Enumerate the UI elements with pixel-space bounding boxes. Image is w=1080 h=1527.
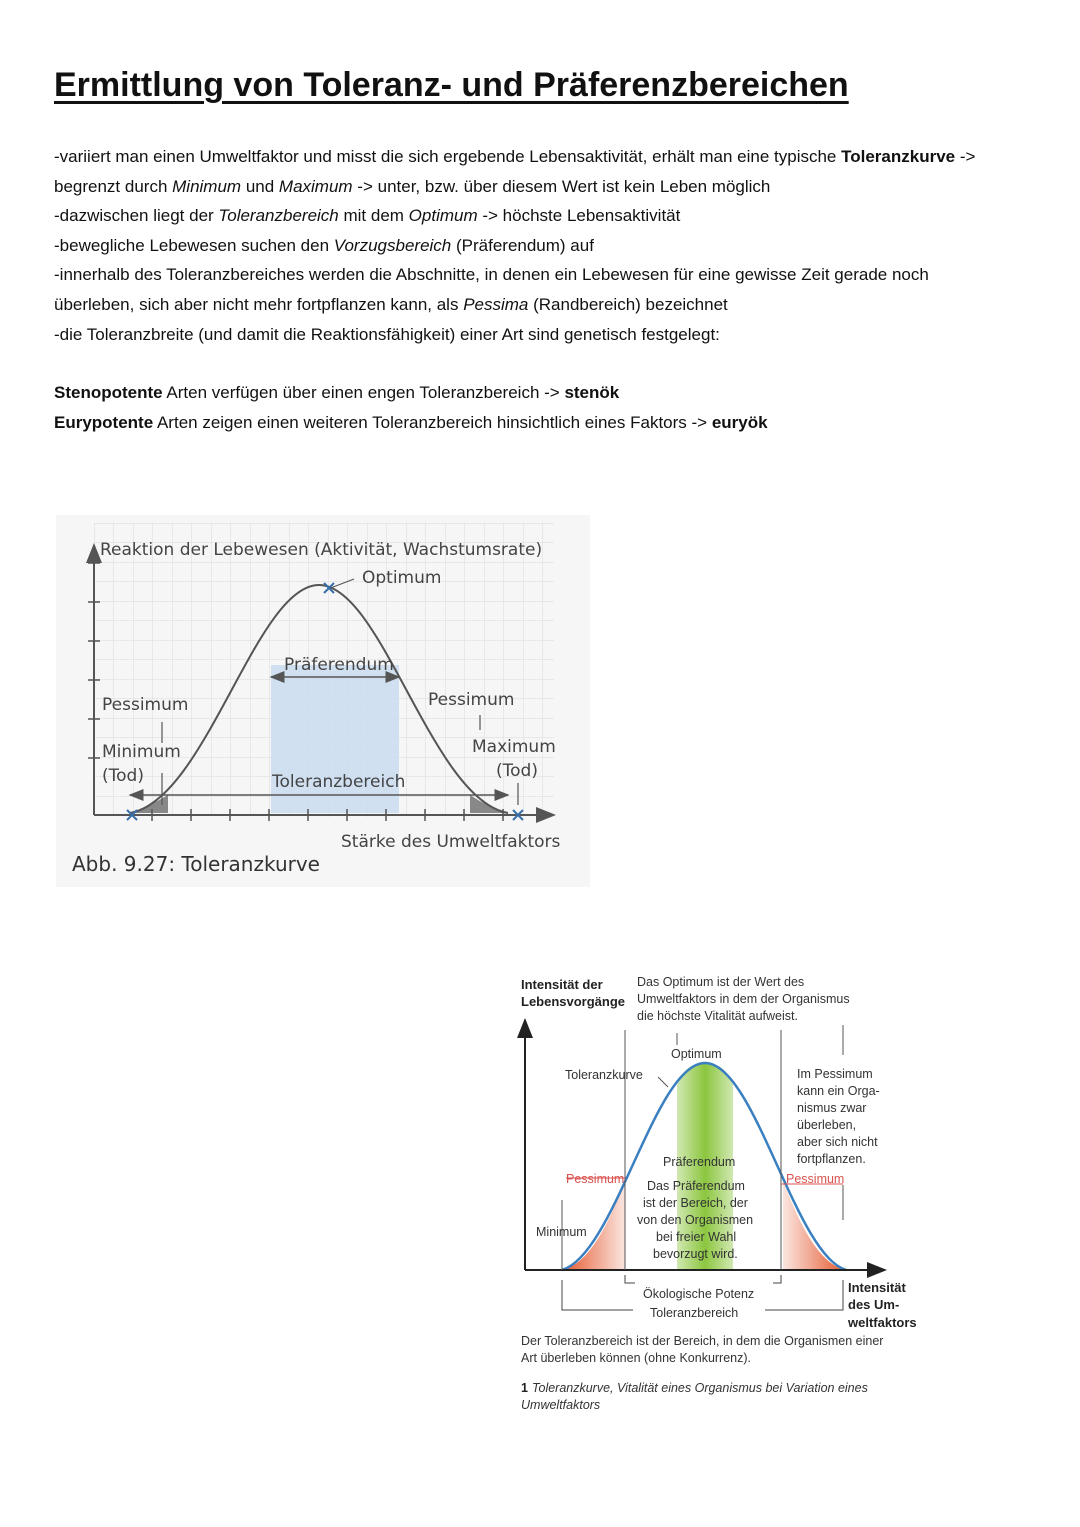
tolerance-curve-svg (56, 515, 590, 887)
intro-paragraph (54, 142, 1044, 349)
preferendum-note-line4: bei freier Wahl (656, 1230, 737, 1244)
minimum-label: Minimum (536, 1225, 587, 1239)
y-axis-label-line1: Intensität der (521, 977, 603, 992)
caption-number: 1 (521, 1381, 528, 1395)
x-axis-label-line1: Intensität (848, 1280, 906, 1295)
caption-line2: Umweltfaktors (521, 1398, 601, 1412)
pessimum-right-label: Pessimum (786, 1172, 845, 1186)
stenopotent-definition: Stenopotente Arten verfügen über einen engen Toleranzbereich -> stenök (54, 383, 620, 402)
text-line: begrenzt durch Minimum und Maximum -> unter, bzw. über diesem Wert ist kein Leben möglich (54, 176, 771, 196)
tod-right-label: (Tod) (496, 761, 538, 781)
preferendum-note-line3: von den Organismen (637, 1213, 754, 1227)
page-title: Ermittlung von Toleranz- und Präferenzbereichen (54, 66, 849, 104)
pessimum-note-line3: nismus zwar (797, 1101, 867, 1115)
pessimum-left-label: Pessimum (566, 1172, 625, 1186)
caption-line1: Toleranzkurve, Vitalität eines Organismus bei Variation eines (532, 1381, 868, 1395)
text-line: -bewegliche Lebewesen suchen den Vorzugsbereich (Präferendum) auf (54, 235, 594, 255)
optimum-label: Optimum (362, 568, 442, 588)
y-axis-label: Reaktion der Lebewesen (Aktivität, Wachstumsrate) (100, 540, 543, 560)
preferendum-note-line2: ist der Bereich, der (643, 1196, 748, 1210)
pessimum-left-label: Pessimum (102, 695, 189, 715)
x-axis-label-line2: des Um- (848, 1297, 900, 1312)
preferendum-note-line1: Das Präferendum (647, 1179, 745, 1193)
minimum-label: Minimum (102, 742, 181, 762)
x-axis-label-line3: weltfaktors (848, 1315, 917, 1330)
optimum-note-line3: die höchste Vitalität aufweist. (637, 1009, 798, 1023)
vitality-curve-svg (505, 965, 930, 1420)
optimum-note-line1: Das Optimum ist der Wert des (637, 975, 805, 989)
optimum-label: Optimum (671, 1047, 722, 1061)
text-line: -innerhalb des Toleranzbereiches werden die Abschnitte, in denen ein Lebewesen für eine gewisse Zeit gerade noch (54, 265, 929, 285)
oekologische-potenz-label: Ökologische Potenz (643, 1287, 755, 1301)
x-axis-label: Stärke des Umweltfaktors (341, 832, 561, 852)
toleranzbereich-note-line2: Art überleben können (ohne Konkurrenz). (521, 1351, 752, 1365)
pessimum-note-line1: Im Pessimum (797, 1067, 873, 1081)
text-line: überleben, sich aber nicht mehr fortpflanzen kann, als Pessima (Randbereich) bezeichnet (54, 294, 728, 314)
tolerance-curve-figure (56, 515, 590, 887)
text-line: -variiert man einen Umweltfaktor und misst die sich ergebende Lebensaktivität, erhält man eine typische Toleranzkurve -> (54, 147, 976, 166)
toleranzkurve-label: Toleranzkurve (565, 1068, 643, 1082)
toleranzbereich-label: Toleranzbereich (272, 772, 406, 792)
toleranzkurve-pointer (658, 1077, 668, 1087)
pessimum-note-line5: aber sich nicht (797, 1135, 878, 1149)
pessimum-note-line2: kann ein Orga- (797, 1084, 880, 1098)
toleranzbereich-label: Toleranzbereich (650, 1306, 739, 1320)
pessimum-right-label: Pessimum (428, 690, 515, 710)
eurypotent-definition: Eurypotente Arten zeigen einen weiteren Toleranzbereich hinsichtlich eines Faktors -> euryök (54, 413, 768, 432)
toleranzbereich-note-line1: Der Toleranzbereich ist der Bereich, in dem die Organismen einer (521, 1334, 884, 1348)
text-line: -die Toleranzbreite (und damit die Reaktionsfähigkeit) einer Art sind genetisch festgelegt: (54, 324, 720, 344)
potenz-bracket (625, 1275, 781, 1283)
text-line: -dazwischen liegt der Toleranzbereich mit dem Optimum -> höchste Lebensaktivität (54, 206, 681, 226)
vitality-curve-figure (505, 965, 930, 1420)
optimum-note-line2: Umweltfaktors in dem der Organismus (637, 992, 850, 1006)
maximum-label: Maximum (472, 737, 556, 757)
y-axis-label-line2: Lebensvorgänge (521, 994, 626, 1009)
pessimum-red-right (783, 1180, 846, 1270)
preferendum-label: Präferendum (663, 1155, 736, 1169)
preferendum-label: Präferendum (284, 655, 394, 675)
pessimum-note-line4: überleben, (797, 1118, 857, 1132)
preferendum-note-line5: bevorzugt wird. (653, 1247, 738, 1261)
figure-caption: Abb. 9.27: Toleranzkurve (72, 852, 320, 876)
definitions (54, 378, 1044, 438)
tod-left-label: (Tod) (102, 766, 144, 786)
pessimum-note-line6: fortpflanzen. (797, 1152, 866, 1166)
